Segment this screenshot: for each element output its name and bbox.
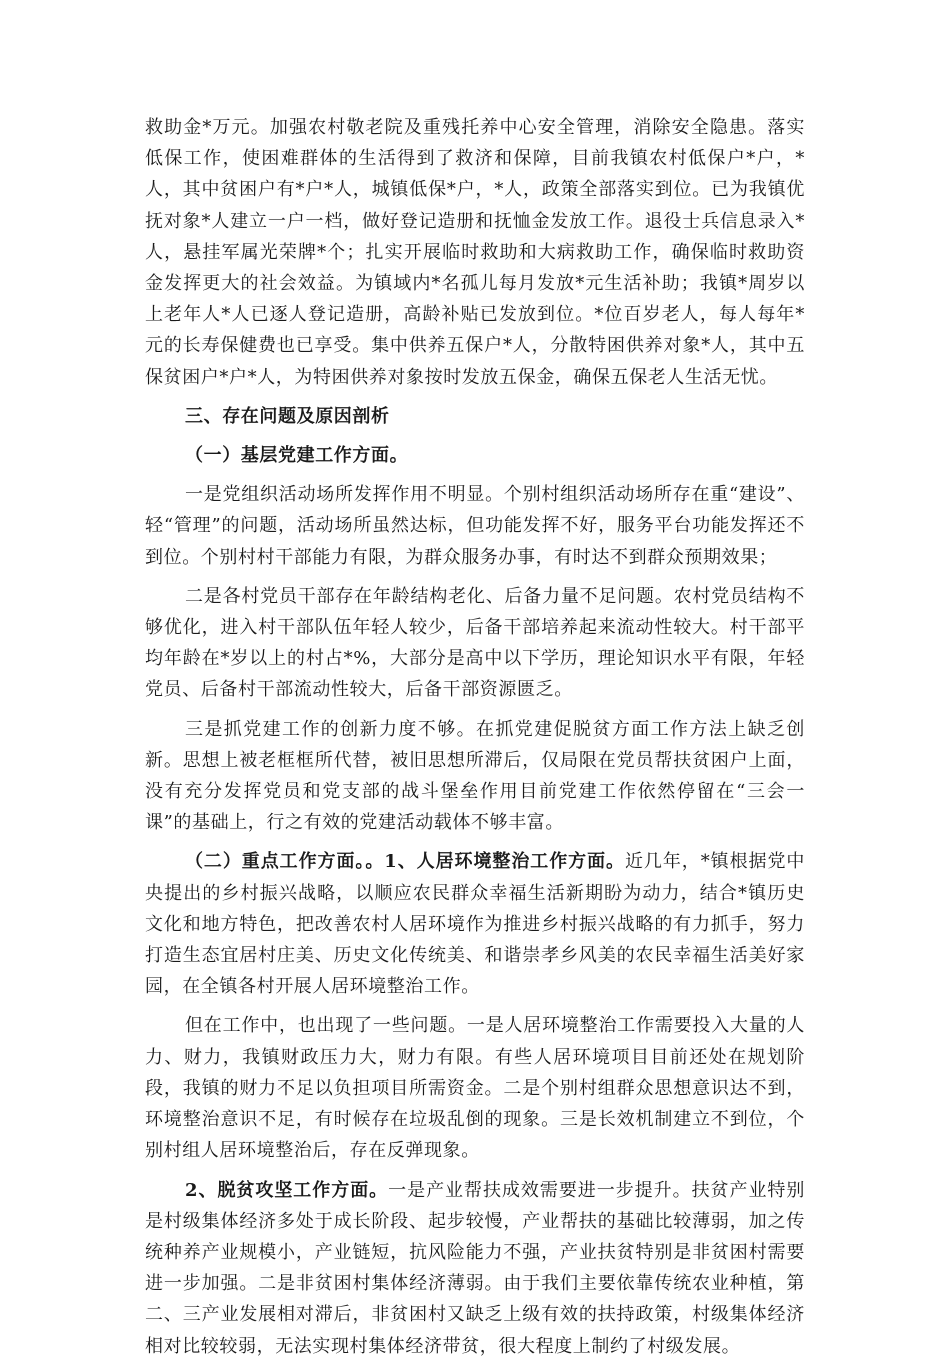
subsection-heading-party-building: （一）基层党建工作方面。 xyxy=(185,445,409,467)
paragraph-innovation: 三是抓党建工作的创新力度不够。在抓党建促脱贫方面工作方法上缺乏创新。思想上被老框框所代替，被旧思想所滞后，仅局限在党员帮扶贫困户上面，没有充分发挥党员和党支部的战斗堡垒作用目前党建工作依然停留在“三会一课”的基础上，行之有效的党建活动载体不够丰富。 xyxy=(145,718,805,834)
paragraph-poverty-alleviation xyxy=(145,1175,805,1362)
paragraph-activity-venues: 一是党组织活动场所发挥作用不明显。个别村组织活动场所存在重“建设”、轻“管理”的问题，活动场所虽然达标，但功能发挥不好，服务平台功能发挥还不到位。个别村村干部能力有限，为群众服务办事，有时达不到群众预期效果； xyxy=(145,484,805,568)
paragraph-text: 近几年，*镇根据党中央提出的乡村振兴战略，以顺应农民群众幸福生活新期盼为动力，结合*镇历史文化和地方特色，把改善农村人居环境作为推进乡村振兴战略的有力抓手，努力打造生态宜居村庄美、历史文化传统美、和谐崇孝乡风美的农民幸福生活美好家园，在全镇各村开展人居环境整治工作。 xyxy=(145,851,806,998)
section-heading-problems: 三、存在问题及原因剖析 xyxy=(185,405,390,427)
paragraph-key-work-environment xyxy=(145,846,805,1002)
paragraph-text: 一是产业帮扶成效需要进一步提升。扶贫产业特别是村级集体经济多处于成长阶段、起步较慢，产业帮扶的基础比较薄弱，加之传统种养产业规模小，产业链短，抗风险能力不强，产业扶贫特别是非贫困村需要进一步加强。二是非贫困村集体经济薄弱。由于我们主要依靠传统农业种植，第二、三产业发展相对滞后，非贫困村又缺乏上级有效的扶持政策，村级集体经济相对比较较弱，无法实现村集体经济带贫，很大程度上制约了村级发展。 xyxy=(145,1179,805,1357)
paragraph-cadre-age-structure: 二是各村党员干部存在年龄结构老化、后备力量不足问题。农村党员结构不够优化，进入村干部队伍年轻人较少，后备干部培养起来流动性较大。村干部平均年龄在*岁以上的村占*%，大部分是高中以下学历，理论知识水平有限，年轻党员、后备村干部流动性较大，后备干部资源匮乏。 xyxy=(145,585,805,701)
paragraph-environment-problems: 但在工作中，也出现了一些问题。一是人居环境整治工作需要投入大量的人力、财力，我镇财政压力大，财力有限。有些人居环境项目目前还处在规划阶段，我镇的财力不足以负担项目所需资金。二是个别村组群众思想意识达不到，环境整治意识不足，有时候存在垃圾乱倒的现象。三是长效机制建立不到位，个别村组人居环境整治后，存在反弹现象。 xyxy=(145,1015,805,1162)
inline-heading-key-work: （二）重点工作方面。。1、人居环境整治工作方面。 xyxy=(185,851,625,873)
document-body xyxy=(145,112,805,1370)
inline-heading-poverty: 2、脱贫攻坚工作方面。 xyxy=(185,1179,389,1201)
paragraph-relief-fund: 救助金*万元。加强农村敬老院及重残托养中心安全管理，消除安全隐患。落实低保工作，使困难群体的生活得到了救济和保障，目前我镇农村低保户*户，*人，其中贫困户有*户*人，城镇低保*户，*人，政策全部落实到位。已为我镇优抚对象*人建立一户一档，做好登记造册和抚恤金发放工作。退役士兵信息录入*人，悬挂军属光荣牌*个；扎实开展临时救助和大病救助工作，确保临时救助资金发挥更大的社会效益。为镇域内*名孤儿每月发放*元生活补助；我镇*周岁以上老年人*人已逐人登记造册，高龄补贴已发放到位。*位百岁老人，每人每年*元的长寿保健费也已享受。集中供养五保户*人，分散特困供养对象*人，其中五保贫困户*户*人，为特困供养对象按时发放五保金，确保五保老人生活无忧。 xyxy=(145,117,805,388)
